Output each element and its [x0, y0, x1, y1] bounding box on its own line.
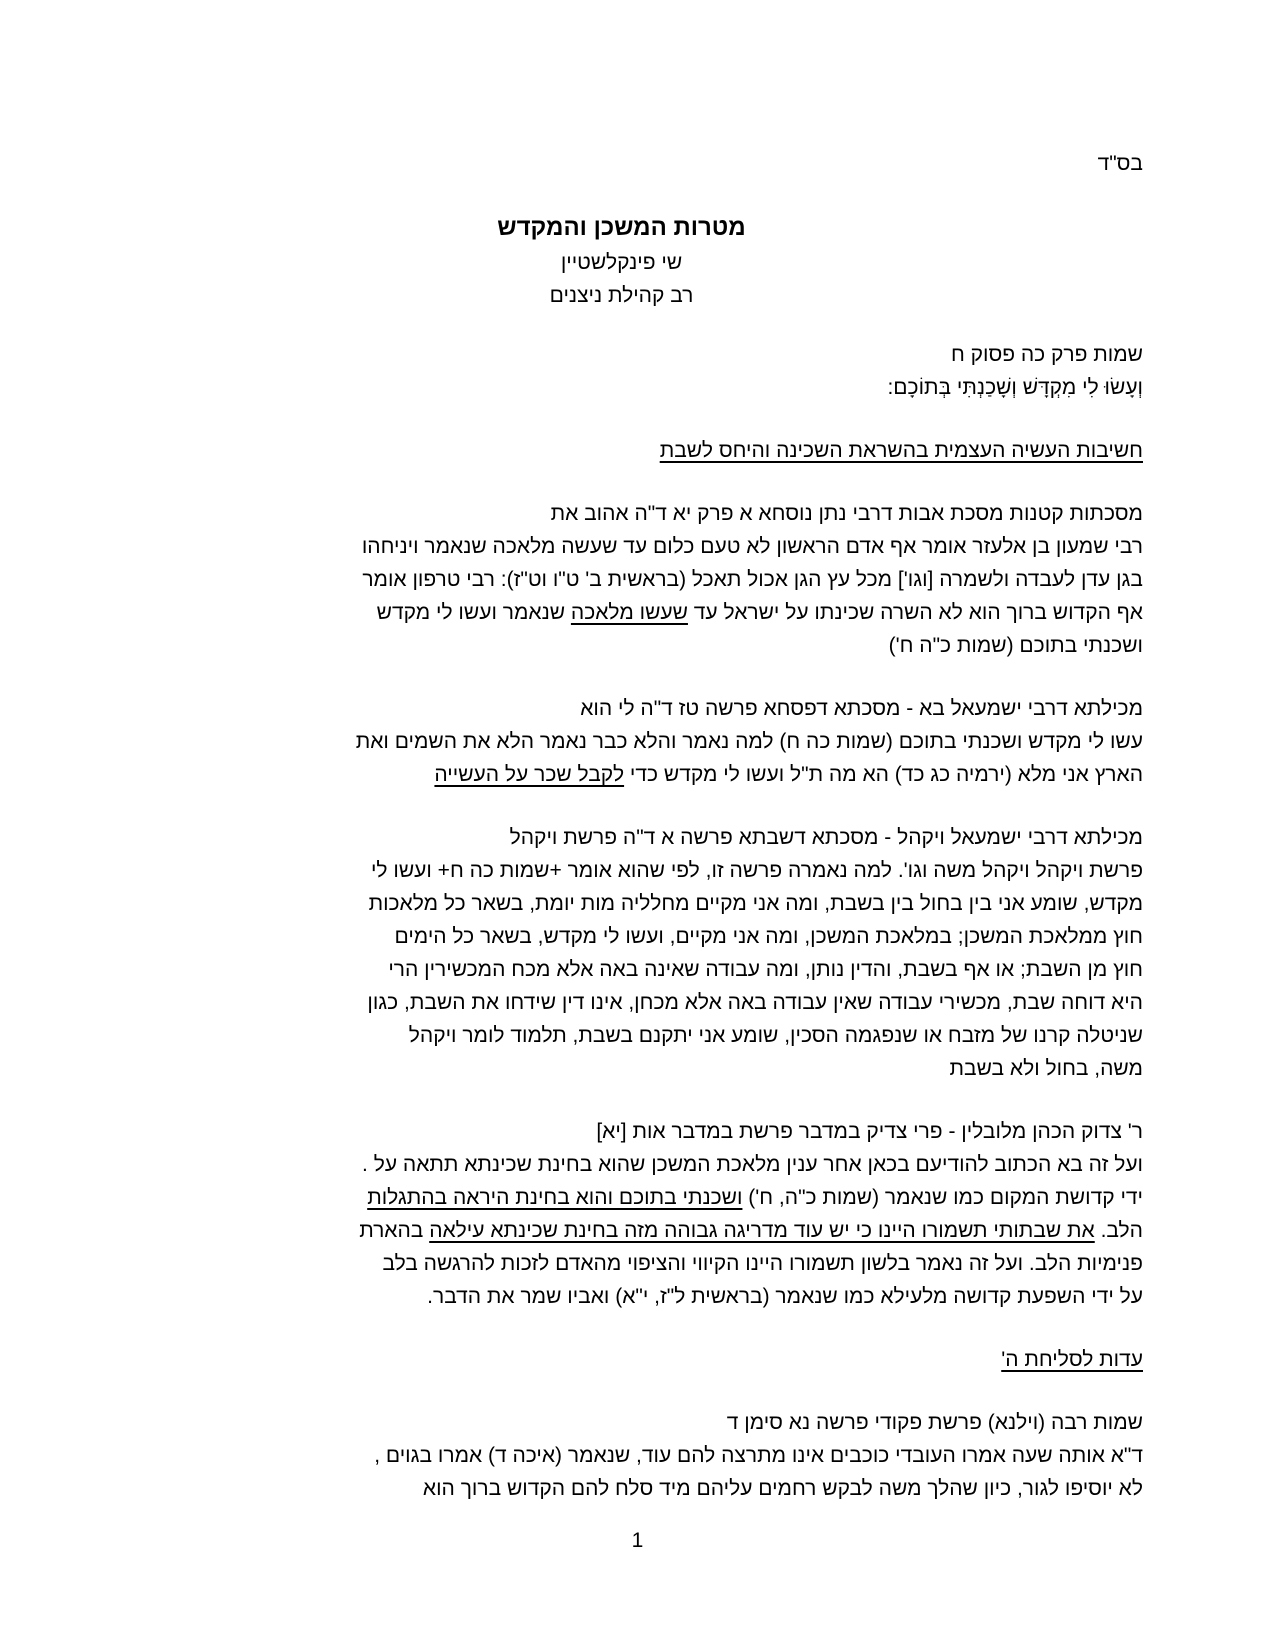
- text-line: [100, 596, 1143, 629]
- text-line: [100, 1148, 1143, 1181]
- text-segment: לא יוסיפו לגור, כיון שהלך משה לבקש רחמים עליהם מיד סלח להם הקדוש ברוך הוא: [422, 1477, 1143, 1500]
- text-segment: אף הקדוש ברוך הוא לא השרה שכינתו על ישראל עד: [687, 601, 1143, 624]
- text-segment: וְעָשׂוּ לִי מִקְדָּשׁ וְשָׁכַנְתִּי בְּתוֹכָם:: [887, 376, 1143, 399]
- underlined-text: את שבתותי תשמורו היינו כי יש עוד מדריגה גבוהה מזה בחינת שכינתא עילאה: [429, 1219, 1095, 1242]
- text-segment: רבי שמעון בן אלעזר אומר אף אדם הראשון לא טעם כלום עד שעשה מלאכה שנאמר ויניחהו: [361, 535, 1143, 558]
- text-line: [100, 1052, 1143, 1085]
- underlined-text: לקבל שכר על העשייה: [434, 763, 625, 786]
- source-mechilta-vayakhel: [100, 821, 1143, 1085]
- section-heading-forgiveness: [100, 1343, 1143, 1376]
- text-line: [100, 1181, 1143, 1214]
- text-segment: שניטלה קרנו של מזבח או שנפגמה הסכין, שומע אני יתקנם בשבת, תלמוד לומר ויקהל: [408, 1024, 1143, 1047]
- text-line: [100, 887, 1143, 920]
- text-line: [100, 371, 1143, 404]
- text-segment: מסכתות קטנות מסכת אבות דרבי נתן נוסחא א פרק יא ד"ה אהוב את: [550, 502, 1143, 525]
- source-mechilta-bo: [100, 692, 1143, 791]
- text-line: [100, 1115, 1143, 1148]
- heading-line: [100, 1343, 1143, 1376]
- text-segment: שמות רבה (וילנא) פרשת פקודי פרשה נא סימן ד: [726, 1411, 1143, 1434]
- text-segment: מכילתא דרבי ישמעאל בא - מסכתא דפסחא פרשה טז ד"ה לי הוא: [580, 697, 1143, 720]
- text-line: [100, 1214, 1143, 1247]
- text-line: [100, 1280, 1143, 1313]
- section-heading-making-and-shechina: [100, 434, 1143, 467]
- text-line: [100, 692, 1143, 725]
- underlined-text: עדות לסליחת ה': [1001, 1348, 1143, 1371]
- text-line: [100, 920, 1143, 953]
- text-line: [100, 629, 1143, 662]
- text-line: [100, 953, 1143, 986]
- page-content: [100, 147, 1143, 1505]
- source-avot-derabbi-natan: [100, 497, 1143, 662]
- document-body: [100, 338, 1143, 1505]
- text-line: [100, 1019, 1143, 1052]
- text-line: [100, 563, 1143, 596]
- text-segment: בגן עדן לעבדה ולשמרה [וגו'] מכל עץ הגן אכול תאכל (בראשית ב' ט"ו וט"ז): רבי טרפון אומר: [362, 568, 1143, 591]
- heading-line: [100, 434, 1143, 467]
- underlined-text: שעשו מלאכה: [570, 601, 688, 624]
- text-segment: ועל זה בא הכתוב להודיעם בכאן אחר ענין מלאכת המשכן שהוא בחינת שכינתא תתאה על .: [362, 1153, 1143, 1176]
- underlined-text: ושכנתי בתוכם והוא בחינת היראה בהתגלות: [367, 1186, 743, 1209]
- text-segment: ושכנתי בתוכם (שמות כ"ה ח'): [888, 634, 1143, 657]
- page-number: 1: [631, 1529, 644, 1552]
- text-segment: משה, בחול ולא בשבת: [949, 1057, 1143, 1080]
- underlined-text: חשיבות העשיה העצמית בהשראת השכינה והיחס לשבת: [659, 439, 1143, 462]
- text-line: [100, 338, 1143, 371]
- text-segment: פרשת ויקהל ויקהל משה וגו'. למה נאמרה פרשה זו, לפי שהוא אומר +שמות כה ח+ ועשו לי: [370, 859, 1143, 882]
- text-segment: ד"א אותה שעה אמרו העובדי כוכבים אינו מתרצה להם עוד, שנאמר (איכה ד) אמרו בגוים ,: [374, 1444, 1143, 1467]
- title-block: [100, 210, 1143, 312]
- text-segment: שמות פרק כה פסוק ח: [950, 343, 1143, 366]
- text-line: [100, 758, 1143, 791]
- author-role: רב קהילת ניצנים: [549, 284, 694, 307]
- text-line: [100, 986, 1143, 1019]
- document-title: מטרות המשכן והמקדש: [497, 214, 746, 241]
- text-segment: על ידי השפעת קדושה מלעילא כמו שנאמר (בראשית ל"ז, י"א) ואביו שמר את הדבר.: [427, 1285, 1143, 1308]
- text-line: [100, 821, 1143, 854]
- text-line: [100, 725, 1143, 758]
- text-segment: הלב.: [1094, 1219, 1143, 1242]
- text-line: [100, 530, 1143, 563]
- text-segment: היא דוחה שבת, מכשירי עבודה שאין עבודה באה אלא מכחן, אינו דין שידחו את השבת, כגון: [367, 991, 1143, 1014]
- text-segment: מקדש, שומע אני בין בחול בין בשבת, ומה אני מקיים מחלליה מות יומת, בשאר כל מלאכות: [368, 892, 1143, 915]
- text-line: [100, 1439, 1143, 1472]
- text-segment: בהארת: [359, 1219, 430, 1242]
- besiyata-text: בס"ד: [1097, 152, 1143, 175]
- text-line: [100, 1472, 1143, 1505]
- text-segment: פנימיות הלב. ועל זה נאמר בלשון תשמורו היינו הקיווי והציפוי מהאדם לזכות להרגשה בלב: [382, 1252, 1143, 1275]
- text-line: [100, 497, 1143, 530]
- verse-reference: [100, 338, 1143, 404]
- text-segment: מכילתא דרבי ישמעאל ויקהל - מסכתא דשבתא פרשה א ד"ה פרשת ויקהל: [509, 826, 1143, 849]
- text-segment: חוץ מן השבת; או אף בשבת, והדין נותן, ומה עבודה שאינה באה אלא מכח המכשירין הרי: [388, 958, 1143, 981]
- author-name: שי פינקלשטיין: [560, 251, 683, 274]
- text-line: [100, 1406, 1143, 1439]
- text-segment: עשו לי מקדש ושכנתי בתוכם (שמות כה ח) למה נאמר והלא כבר נאמר הלא את השמים ואת: [355, 730, 1143, 753]
- text-line: [100, 1247, 1143, 1280]
- source-pri-tzadik: [100, 1115, 1143, 1313]
- text-segment: חוץ ממלאכת המשכן; במלאכת המשכן, ומה אני מקיים, ועשו לי מקדש, בשאר כל הימים: [394, 925, 1143, 948]
- text-line: [100, 854, 1143, 887]
- text-segment: שנאמר ועשו לי מקדש: [376, 601, 571, 624]
- text-segment: ר' צדוק הכהן מלובלין - פרי צדיק במדבר פרשת במדבר אות [יא]: [596, 1120, 1143, 1143]
- text-segment: הארץ אני מלא (ירמיה כג כד) הא מה ת"ל ועשו לי מקדש כדי: [624, 763, 1143, 786]
- source-shemot-rabbah: [100, 1406, 1143, 1505]
- text-segment: ידי קדושת המקום כמו שנאמר (שמות כ"ה, ח'): [742, 1186, 1143, 1209]
